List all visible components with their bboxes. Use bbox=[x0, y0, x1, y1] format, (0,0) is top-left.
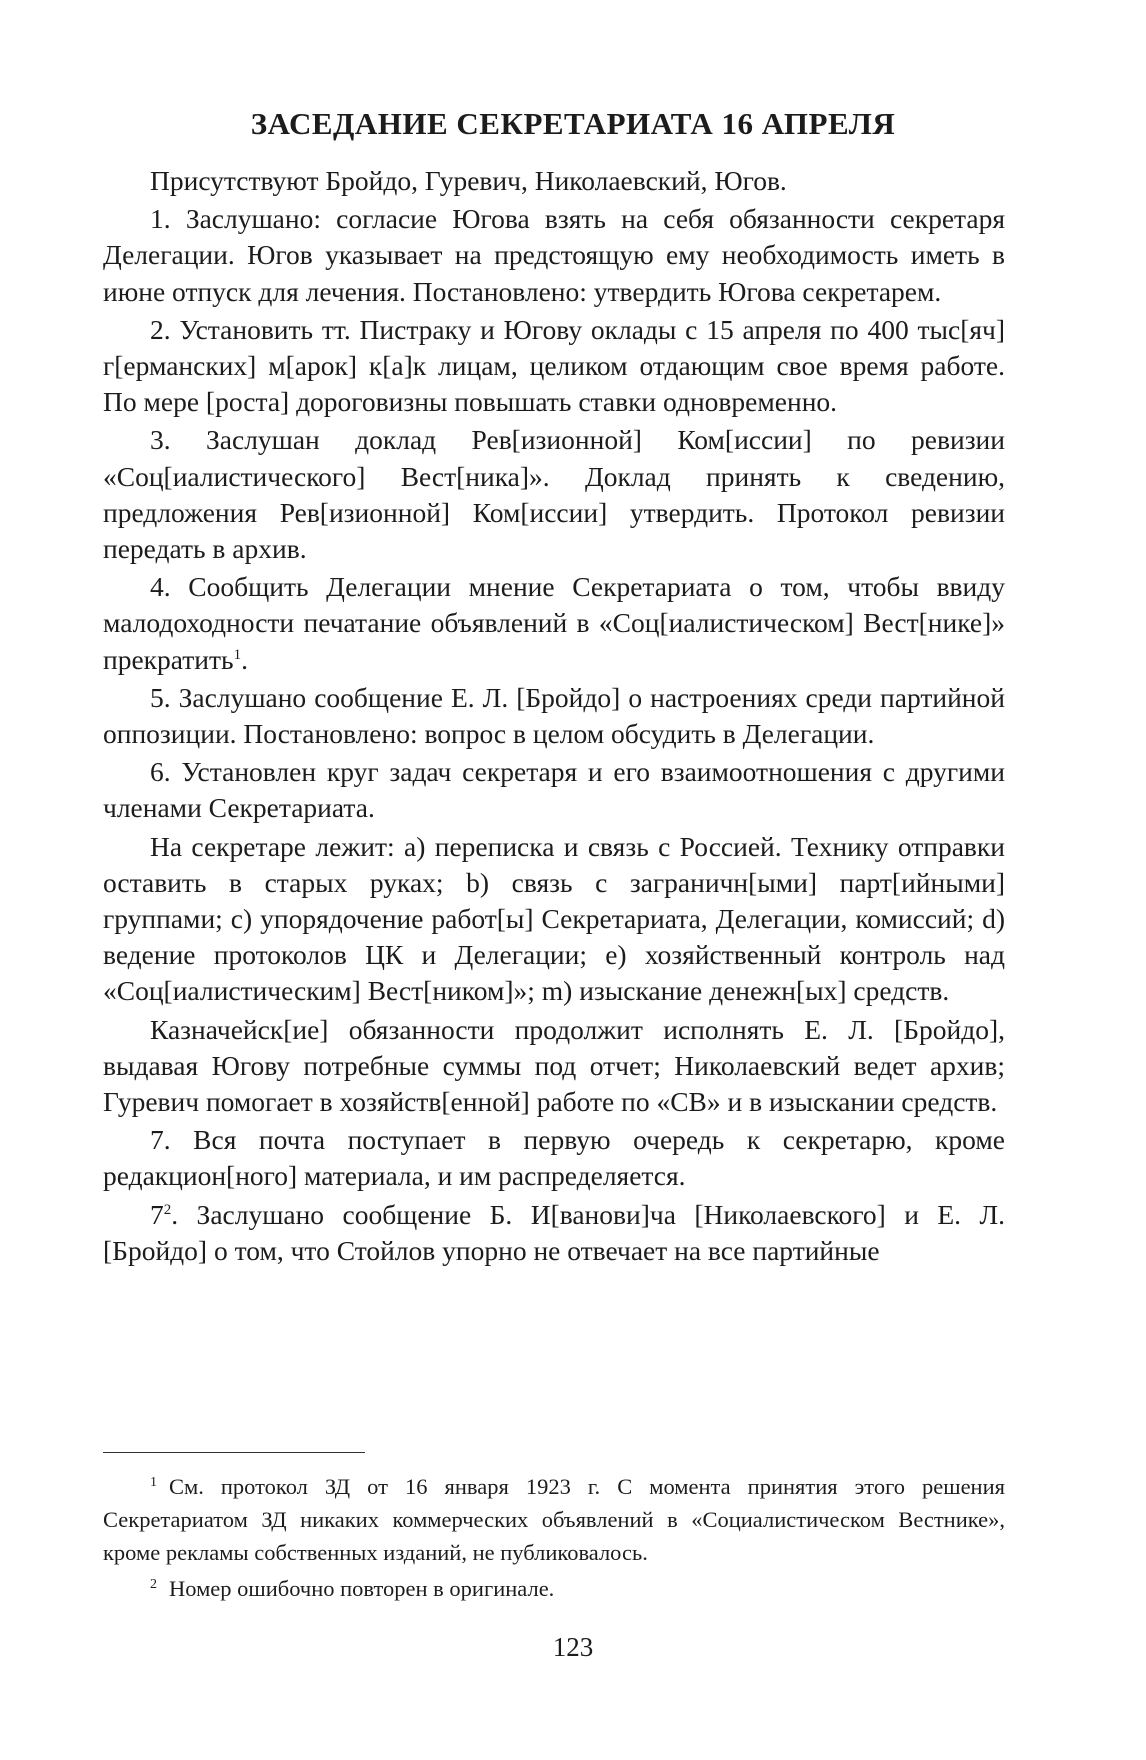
page-number: 123 bbox=[552, 1632, 594, 1662]
paragraph-item-4-text: 4. Сообщить Делегации мнение Секретариата о том, чтобы ввиду малодоходности печатание объявлений в «Соц[иалистическом] Вест[нике]» прекратить bbox=[103, 571, 1005, 675]
paragraph-item-7-repeat-text: . Заслушано сообщение Б. И[ванови]ча [Николаевского] и Е. Л. [Бройдо] о том, что Стойлов упорно не отвечает на все партийные bbox=[103, 1198, 1005, 1266]
paragraph-item-4 bbox=[103, 569, 1005, 678]
paragraph-attendees: Присутствуют Бройдо, Гуревич, Николаевский, Югов. bbox=[150, 165, 787, 196]
body-text bbox=[103, 163, 1005, 1271]
footnote-2-mark: 2 bbox=[150, 1576, 157, 1592]
footnote-1-mark: 1 bbox=[150, 1474, 157, 1490]
paragraph-item-6: 6. Установлен круг задач секретаря и его взаимоотношения с другими членами Секретариата. bbox=[103, 756, 1005, 824]
paragraph-item-3: 3. Заслушан доклад Рев[изионной] Ком[иссии] по ревизии «Соц[иалистического] Вест[ника]». Доклад принять к сведению, предложения Рев[изионной] Ком[иссии] утвердить. Протокол ревизии передать в архив. bbox=[103, 424, 1005, 565]
footnotes bbox=[103, 1470, 1005, 1608]
paragraph-item-7: 7. Вся почта поступает в первую очередь к секретарю, кроме редакцион[ного] материала, и им распределяется. bbox=[103, 1124, 1005, 1192]
paragraph-secretary-duties: На секретаре лежит: a) переписка и связь с Россией. Технику отправки оставить в старых руках; b) связь с заграничн[ыми] парт[ийными] группами; c) упорядочение работ[ы] Секретариата, Делегации, комиссий; d) ведение протоколов ЦК и Делегации; e) хозяйственный контроль над «Соц[иалистическим] Вест[ником]»; m) изыскание денежн[ых] средств. bbox=[103, 830, 1005, 1007]
paragraph-item-7-repeat bbox=[103, 1197, 1005, 1269]
footnote-2 bbox=[103, 1572, 1005, 1605]
footnote-ref-1[interactable]: 1 bbox=[233, 646, 242, 663]
section-heading: ЗАСЕДАНИЕ СЕКРЕТАРИАТА 16 АПРЕЛЯ bbox=[250, 106, 896, 141]
footnote-divider bbox=[103, 1452, 365, 1453]
paragraph-item-7-repeat-number: 7 bbox=[150, 1198, 164, 1230]
footnote-1-text: См. протокол ЗД от 16 января 1923 г. С момента принятия этого решения Секретариатом ЗД никаких коммерческих объявлений в «Социалистическом Вестнике», кроме рекламы собственных изданий, не публиковалось. bbox=[103, 1474, 1005, 1565]
footnote-2-text: Номер ошибочно повторен в оригинале. bbox=[169, 1576, 555, 1601]
paragraph-treasury-duties: Казначейск[ие] обязанности продолжит исполнять Е. Л. [Бройдо], выдавая Югову потребные суммы под отчет; Николаевский ведет архив; Гуревич помогает в хозяйств[енной] работе по «СВ» и в изыскании средств. bbox=[103, 1013, 1005, 1118]
footnote-ref-2[interactable]: 2 bbox=[163, 1201, 172, 1218]
footnote-1 bbox=[103, 1470, 1005, 1569]
paragraph-item-2: 2. Установить тт. Пистраку и Югову оклады с 15 апреля по 400 тыс[яч] г[ерманских] м[арок] к[а]к лицам, целиком отдающим свое время работе. По мере [роста] дороговизны повышать ставки одновременно. bbox=[103, 313, 1005, 418]
paragraph-item-4-end: . bbox=[241, 643, 248, 675]
paragraph-item-1: 1. Заслушано: согласие Югова взять на себя обязанности секретаря Делегации. Югов указывает на предстоящую ему необходимость иметь в июне отпуск для лечения. Постановлено: утвердить Югова секретарем. bbox=[103, 203, 1005, 307]
paragraph-item-5: 5. Заслушано сообщение Е. Л. [Бройдо] о настроениях среди партийной оппозиции. Постановлено: вопрос в целом обсудить в Делегации. bbox=[103, 681, 1005, 750]
